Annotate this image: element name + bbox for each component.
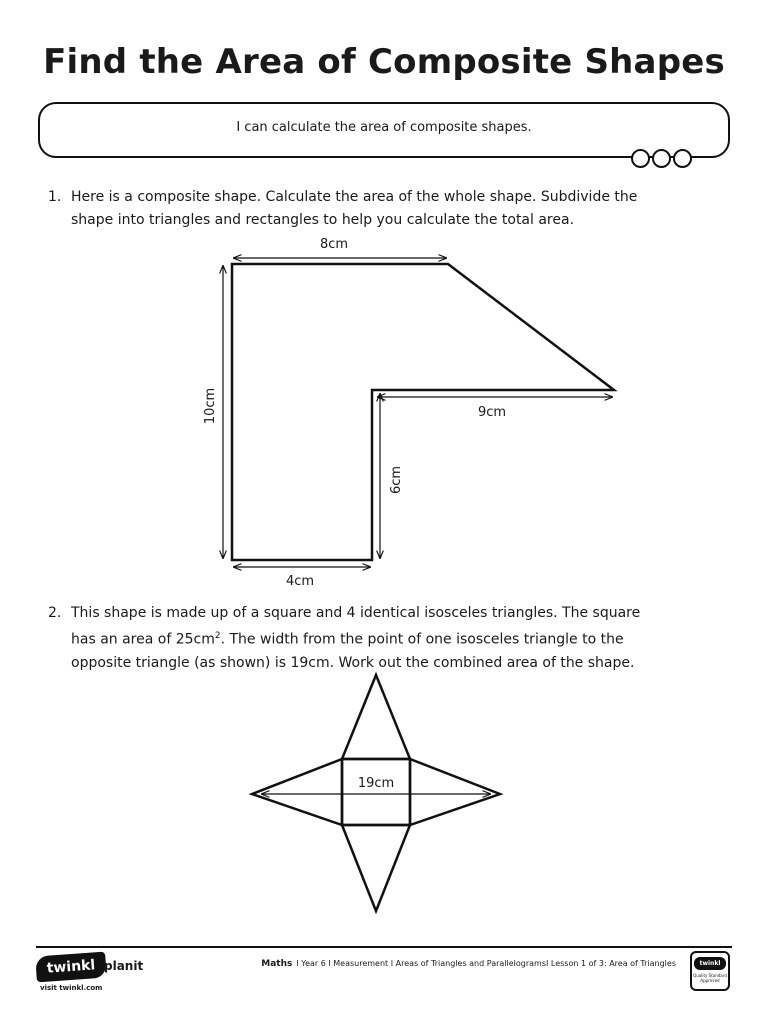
question-number: 1. — [48, 189, 62, 205]
question-number: 2. — [48, 605, 62, 621]
footer-breadcrumb — [261, 959, 676, 969]
question-text-line: shape into triangles and rectangles to help you calculate the total area. — [71, 212, 575, 228]
label-bottom: 4cm — [285, 574, 315, 589]
quality-badge-icon — [690, 951, 730, 991]
footer-divider — [36, 946, 732, 948]
page-title: Find the Area of Composite Shapes — [43, 42, 725, 82]
question-text-line: Here is a composite shape. Calculate the area of the whole shape. Subdivide the — [71, 189, 638, 205]
twinkl-logo: twinkl — [35, 952, 107, 983]
triangle-bottom — [342, 825, 410, 911]
planit-logo: planit — [104, 959, 144, 973]
composite-shape-1 — [232, 264, 614, 560]
visit-link[interactable]: visit twinkl.com — [40, 984, 103, 992]
footer-subject: Maths — [261, 959, 293, 969]
footer-breadcrumb-text: I Year 6 I Measurement I Areas of Triangles and ParallelogramsI Lesson 1 of 3: Area of Triangles — [296, 959, 676, 968]
label-right-arm: 9cm — [477, 405, 507, 420]
label-top: 8cm — [319, 237, 349, 252]
badge-logo: twinkl — [694, 957, 726, 970]
label-width: 19cm — [357, 776, 395, 791]
label-inner: 6cm — [389, 465, 404, 495]
question-text-line: opposite triangle (as shown) is 19cm. Work out the combined area of the shape. — [71, 654, 635, 671]
superscript: 2 — [214, 631, 221, 641]
question-text-line: has an area of 25cm — [71, 631, 215, 648]
question-text-line: This shape is made up of a square and 4 identical isosceles triangles. The square — [71, 605, 641, 621]
badge-text: Quality Standard Approved — [693, 973, 727, 983]
label-left: 10cm — [203, 387, 218, 425]
square — [342, 759, 410, 825]
question-text-line: . The width from the point of one isosceles triangle to the — [220, 631, 624, 648]
objective-text: I can calculate the area of composite shapes. — [236, 120, 532, 135]
triangle-top — [342, 675, 410, 759]
composite-shape-2 — [252, 675, 500, 911]
triangle-left — [252, 759, 342, 825]
triangle-right — [410, 759, 500, 825]
